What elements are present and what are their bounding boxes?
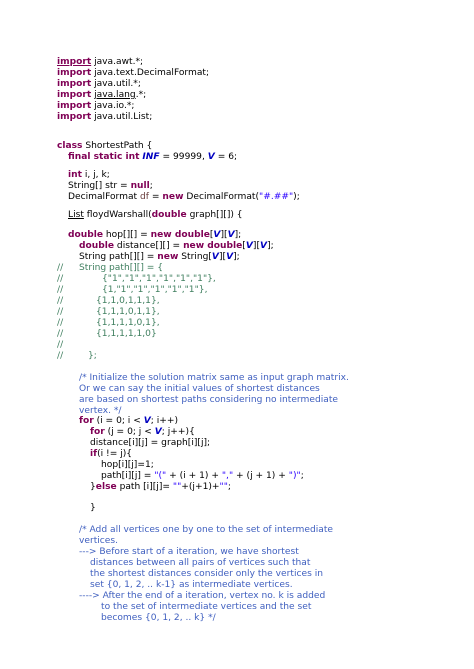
string-literal: "" bbox=[219, 482, 228, 492]
path-text: String path[][] = bbox=[79, 252, 158, 262]
comment-line: /* Add all vertices one by one to the set of intermediate bbox=[79, 525, 334, 535]
comment-line: ---> Before start of a iteration, we have shortest bbox=[79, 547, 299, 557]
v-constant: V bbox=[245, 241, 253, 251]
comment-line: ----> After the end of a iteration, vertex no. k is added bbox=[79, 591, 326, 601]
else-text: +(j+1)+ bbox=[181, 482, 220, 492]
bracket: ]; bbox=[234, 230, 242, 240]
method-name: floydWarshall( bbox=[83, 210, 152, 220]
if-condition: (i != j){ bbox=[97, 449, 133, 459]
comment-text: {1,1,1,0,1,1}, bbox=[96, 307, 160, 317]
string-literal: "," bbox=[221, 471, 234, 481]
path-ctor: String[ bbox=[178, 252, 212, 262]
distance-text: distance[][] = bbox=[114, 241, 184, 251]
return-type: List bbox=[68, 210, 84, 220]
str-declaration bbox=[68, 181, 153, 192]
comment-line: the shortest distances consider only the vertices in bbox=[90, 569, 323, 579]
v-constant: V bbox=[143, 416, 151, 426]
class-name: ShortestPath { bbox=[82, 141, 153, 151]
import-package: java.io.*; bbox=[91, 101, 135, 111]
import-line bbox=[57, 101, 134, 112]
distance-declaration bbox=[79, 241, 274, 252]
bracket: [ bbox=[242, 241, 246, 251]
class-declaration bbox=[57, 141, 152, 152]
v-value: = 6; bbox=[214, 152, 238, 162]
path-assign bbox=[101, 471, 304, 482]
comment-mark: // bbox=[57, 351, 64, 361]
for-keyword: for bbox=[79, 416, 94, 426]
import-line bbox=[57, 79, 141, 90]
path-text: path[i][j] = bbox=[101, 471, 155, 481]
import-keyword: import bbox=[57, 79, 92, 89]
double-keyword: double bbox=[68, 230, 104, 240]
path-text: + (i + 1) + bbox=[166, 471, 222, 481]
v-constant: V bbox=[213, 230, 221, 240]
path-text: + (j + 1) + bbox=[233, 471, 289, 481]
double-keyword: double bbox=[79, 241, 115, 251]
bracket: ]; bbox=[233, 252, 240, 262]
inf-value: = 99999, bbox=[159, 152, 208, 162]
comment-mark: // bbox=[57, 329, 64, 339]
if-keyword: if bbox=[90, 449, 98, 459]
import-line bbox=[57, 57, 143, 68]
bracket: ]; bbox=[267, 241, 274, 251]
new-keyword: new bbox=[157, 252, 179, 262]
comment-text: {1,1,1,1,1,0} bbox=[96, 329, 157, 339]
comment-text: {1,1,1,1,0,1}, bbox=[96, 318, 160, 328]
loop-text: (j = 0; j < bbox=[104, 427, 155, 437]
comment-mark: // bbox=[57, 285, 64, 295]
loop-text: ; j++){ bbox=[161, 427, 195, 437]
import-package: java.util.*; bbox=[91, 79, 141, 89]
comment-mark: // bbox=[57, 263, 64, 273]
import-package: java.awt.*; bbox=[91, 57, 144, 67]
double-keyword: double bbox=[151, 210, 187, 220]
hop-text: hop[][] = bbox=[103, 230, 151, 240]
comment-line: becomes {0, 1, 2, .. k} */ bbox=[101, 613, 216, 623]
vars-line bbox=[68, 170, 110, 181]
v-constant: V bbox=[227, 230, 235, 240]
string-literal: "" bbox=[172, 482, 182, 492]
str-end: ; bbox=[149, 181, 153, 191]
else-text: ; bbox=[227, 482, 231, 492]
var-names: i, j, k; bbox=[81, 170, 110, 180]
comment-text: {1,"1","1","1","1","1"}, bbox=[102, 285, 208, 295]
distance-assign: distance[i][j] = graph[i][j]; bbox=[90, 438, 211, 448]
import-keyword: import bbox=[57, 101, 92, 111]
import-line bbox=[57, 112, 152, 123]
comment-line: /* Initialize the solution matrix same as input graph matrix. bbox=[79, 373, 349, 383]
constants-line bbox=[68, 152, 237, 163]
string-literal: "(" bbox=[154, 471, 167, 481]
comment-mark: // bbox=[57, 340, 64, 350]
for-loop-j bbox=[90, 427, 195, 438]
method-declaration bbox=[68, 210, 243, 221]
import-package: java.text.DecimalFormat; bbox=[91, 68, 210, 78]
brace: } bbox=[90, 482, 96, 492]
df-var: df bbox=[140, 192, 150, 202]
comment-line: to the set of intermediate vertices and the set bbox=[101, 602, 312, 612]
comment-mark: // bbox=[57, 296, 64, 306]
import-package-underlined: java.lang bbox=[94, 90, 136, 100]
import-keyword: import bbox=[57, 112, 92, 122]
comment-line: vertices. bbox=[79, 536, 119, 546]
comment-text: {"1","1","1","1","1","1"}, bbox=[102, 274, 216, 284]
else-keyword: else bbox=[95, 482, 117, 492]
comment-text: String path[][] = { bbox=[79, 263, 164, 273]
comment-line: vertex. */ bbox=[79, 406, 122, 416]
v-constant: V bbox=[211, 252, 219, 262]
int-keyword: int bbox=[68, 170, 82, 180]
class-keyword: class bbox=[57, 141, 83, 151]
df-type: DecimalFormat bbox=[68, 192, 141, 202]
comment-line: Or we can say the initial values of shortest distances bbox=[79, 384, 320, 394]
closing-brace: } bbox=[90, 503, 96, 513]
for-loop-i bbox=[79, 416, 178, 427]
df-end: ); bbox=[293, 192, 300, 202]
v-constant: V bbox=[154, 427, 162, 437]
v-constant: V bbox=[260, 241, 268, 251]
df-ctor: DecimalFormat( bbox=[183, 192, 260, 202]
hop-declaration bbox=[68, 230, 241, 241]
path-text: ; bbox=[300, 471, 304, 481]
if-statement bbox=[90, 449, 132, 460]
for-keyword: for bbox=[90, 427, 105, 437]
str-text: String[] str = bbox=[68, 181, 131, 191]
string-literal: ")" bbox=[288, 471, 301, 481]
df-declaration bbox=[68, 192, 300, 203]
import-package: .*; bbox=[135, 90, 147, 100]
comment-text: }; bbox=[88, 351, 97, 361]
import-keyword: import bbox=[57, 57, 92, 67]
comment-line: distances between all pairs of vertices such that bbox=[90, 558, 311, 568]
new-double-keyword: new double bbox=[183, 241, 243, 251]
loop-text: ; i++) bbox=[150, 416, 179, 426]
bracket: ][ bbox=[220, 230, 228, 240]
import-line bbox=[57, 90, 146, 101]
inf-constant: INF bbox=[142, 152, 160, 162]
new-double-keyword: new double bbox=[150, 230, 210, 240]
else-statement bbox=[90, 482, 231, 493]
df-pattern: "#.##" bbox=[259, 192, 294, 202]
import-package: java.util.List; bbox=[91, 112, 153, 122]
comment-mark: // bbox=[57, 318, 64, 328]
df-eq: = bbox=[149, 192, 163, 202]
new-keyword: new bbox=[162, 192, 184, 202]
bracket: [ bbox=[209, 230, 214, 240]
v-constant: V bbox=[207, 152, 215, 162]
comment-mark: // bbox=[57, 274, 64, 284]
import-keyword: import bbox=[57, 90, 92, 100]
import-keyword: import bbox=[57, 68, 92, 78]
else-text: path [i][j]= bbox=[116, 482, 173, 492]
bracket: ][ bbox=[218, 252, 227, 262]
bracket: ][ bbox=[252, 241, 261, 251]
v-constant: V bbox=[226, 252, 234, 262]
modifier-keyword: final static int bbox=[68, 152, 140, 162]
method-param: graph[][]) { bbox=[186, 210, 243, 220]
path-declaration bbox=[79, 252, 240, 263]
comment-line: set {0, 1, 2, .. k-1} as intermediate vertices. bbox=[90, 580, 293, 590]
loop-text: (i = 0; i < bbox=[93, 416, 144, 426]
null-keyword: null bbox=[130, 181, 150, 191]
hop-assign: hop[i][j]=1; bbox=[101, 460, 154, 470]
import-line bbox=[57, 68, 209, 79]
comment-text: {1,1,0,1,1,1}, bbox=[96, 296, 160, 306]
comment-mark: // bbox=[57, 307, 64, 317]
comment-line: are based on shortest paths considering no intermediate bbox=[79, 395, 338, 405]
